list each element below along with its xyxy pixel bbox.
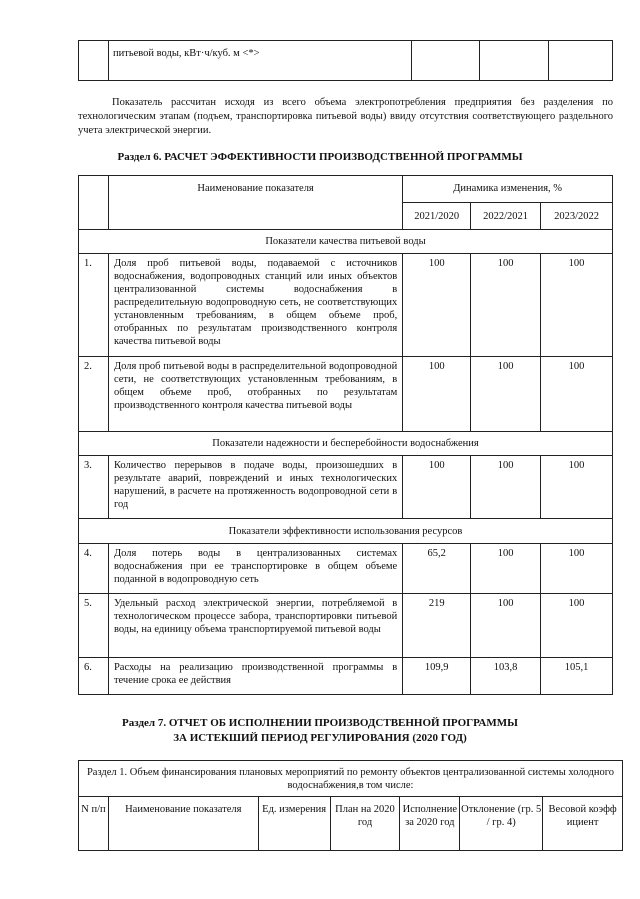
group-title-quality: Показатели качества питьевой воды bbox=[79, 230, 613, 254]
section7-subtitle: Раздел 1. Объем финансирования плановых мероприятий по ремонту объектов централизованной системы холодного водоснабжения,в том числе: bbox=[79, 761, 623, 797]
row-number: 3. bbox=[79, 456, 109, 519]
column-header-deviation: Отклонение (гр. 5 / гр. 4) bbox=[460, 797, 543, 851]
table-row bbox=[79, 658, 613, 695]
row-value-3: 105,1 bbox=[541, 658, 613, 695]
column-header-plan: План на 2020 год bbox=[330, 797, 400, 851]
row-number: 6. bbox=[79, 658, 109, 695]
row-value-1: 100 bbox=[403, 357, 471, 432]
header-year-3: 2023/2022 bbox=[541, 203, 613, 230]
row-value-1: 109,9 bbox=[403, 658, 471, 695]
table-row bbox=[79, 544, 613, 594]
table-row bbox=[79, 594, 613, 658]
table-row bbox=[79, 456, 613, 519]
top-table-cell-name: питьевой воды, кВт·ч/куб. м <*> bbox=[109, 41, 412, 81]
row-value-3: 100 bbox=[541, 594, 613, 658]
row-value-2: 100 bbox=[471, 594, 541, 658]
header-year-1: 2021/2020 bbox=[403, 203, 471, 230]
column-header-weight: Весовой коэффициент bbox=[543, 797, 623, 851]
section7-title-line2: ЗА ИСТЕКШИЙ ПЕРИОД РЕГУЛИРОВАНИЯ (2020 ГОД) bbox=[173, 732, 467, 744]
column-header-name: Наименование показателя bbox=[108, 797, 258, 851]
row-name: Количество перерывов в подаче воды, произошедших в результате аварий, повреждений и иных технологических нарушений, в расчете на протяженность водопроводной сети в год bbox=[108, 456, 402, 519]
row-name: Доля проб питьевой воды в распределительной водопроводной сети, не соответствующих установленным требованиям, в общем объеме проб, отобранных по результатам производственного контроля качества питьевой воды bbox=[108, 357, 402, 432]
row-name: Доля потерь воды в централизованных системах водоснабжения при ее транспортировке в общем объеме поданной в водопроводную сеть bbox=[108, 544, 402, 594]
header-number-cell bbox=[79, 176, 109, 230]
row-number: 2. bbox=[79, 357, 109, 432]
row-number: 1. bbox=[79, 254, 109, 357]
row-value-3: 100 bbox=[541, 456, 613, 519]
row-value-1: 65,2 bbox=[403, 544, 471, 594]
row-value-1: 219 bbox=[403, 594, 471, 658]
section6-table bbox=[78, 175, 613, 695]
column-header-unit: Ед. измерения bbox=[258, 797, 330, 851]
table-row bbox=[79, 254, 613, 357]
group-title-resources: Показатели эффективности использования ресурсов bbox=[79, 519, 613, 544]
header-dynamics: Динамика изменения, % bbox=[403, 176, 613, 203]
group-title-reliability: Показатели надежности и бесперебойности водоснабжения bbox=[79, 432, 613, 456]
row-number: 4. bbox=[79, 544, 109, 594]
header-name: Наименование показателя bbox=[108, 176, 402, 230]
row-value-2: 100 bbox=[471, 254, 541, 357]
header-year-2: 2022/2021 bbox=[471, 203, 541, 230]
section7-table bbox=[78, 760, 623, 851]
row-value-2: 100 bbox=[471, 456, 541, 519]
top-table-cell-v3 bbox=[549, 41, 613, 81]
top-table-cell-v1 bbox=[412, 41, 480, 81]
row-value-2: 100 bbox=[471, 357, 541, 432]
column-header-execution: Исполнение за 2020 год bbox=[400, 797, 460, 851]
row-value-3: 100 bbox=[541, 357, 613, 432]
top-table bbox=[78, 40, 613, 81]
note-paragraph: Показатель рассчитан исходя из всего объема электропотребления предприятия без разделения по технологическим этапам (подъем, транспортировка питьевой воды) ввиду отсутствия соответствующего раздельного учета электрической энергии. bbox=[78, 97, 613, 136]
row-value-3: 100 bbox=[541, 254, 613, 357]
row-value-3: 100 bbox=[541, 544, 613, 594]
row-value-1: 100 bbox=[403, 254, 471, 357]
row-name: Удельный расход электрической энергии, потребляемой в технологическом процессе забора, транспортировки питьевой воды, на единицу объема транспортируемой питьевой воды bbox=[108, 594, 402, 658]
row-value-2: 103,8 bbox=[471, 658, 541, 695]
top-table-cell-n bbox=[79, 41, 109, 81]
row-value-1: 100 bbox=[403, 456, 471, 519]
row-value-2: 100 bbox=[471, 544, 541, 594]
section7-title-line1: Раздел 7. ОТЧЕТ ОБ ИСПОЛНЕНИИ ПРОИЗВОДСТВЕННОЙ ПРОГРАММЫ bbox=[122, 717, 518, 729]
row-number: 5. bbox=[79, 594, 109, 658]
row-name: Расходы на реализацию производственной программы в течение срока ее действия bbox=[108, 658, 402, 695]
column-header-number: N п/п bbox=[79, 797, 109, 851]
section6-title: Раздел 6. РАСЧЕТ ЭФФЕКТИВНОСТИ ПРОИЗВОДСТВЕННОЙ ПРОГРАММЫ bbox=[117, 151, 523, 163]
table-row bbox=[79, 357, 613, 432]
top-table-cell-v2 bbox=[480, 41, 549, 81]
row-name: Доля проб питьевой воды, подаваемой с источников водоснабжения, водопроводных станций или иных объектов централизованной системы водоснабжения в распределительную водопроводную сеть, не соответствующих установленным требованиям, в общем объеме проб, отобранных по результатам производственного контроля качества питьевой воды bbox=[108, 254, 402, 357]
